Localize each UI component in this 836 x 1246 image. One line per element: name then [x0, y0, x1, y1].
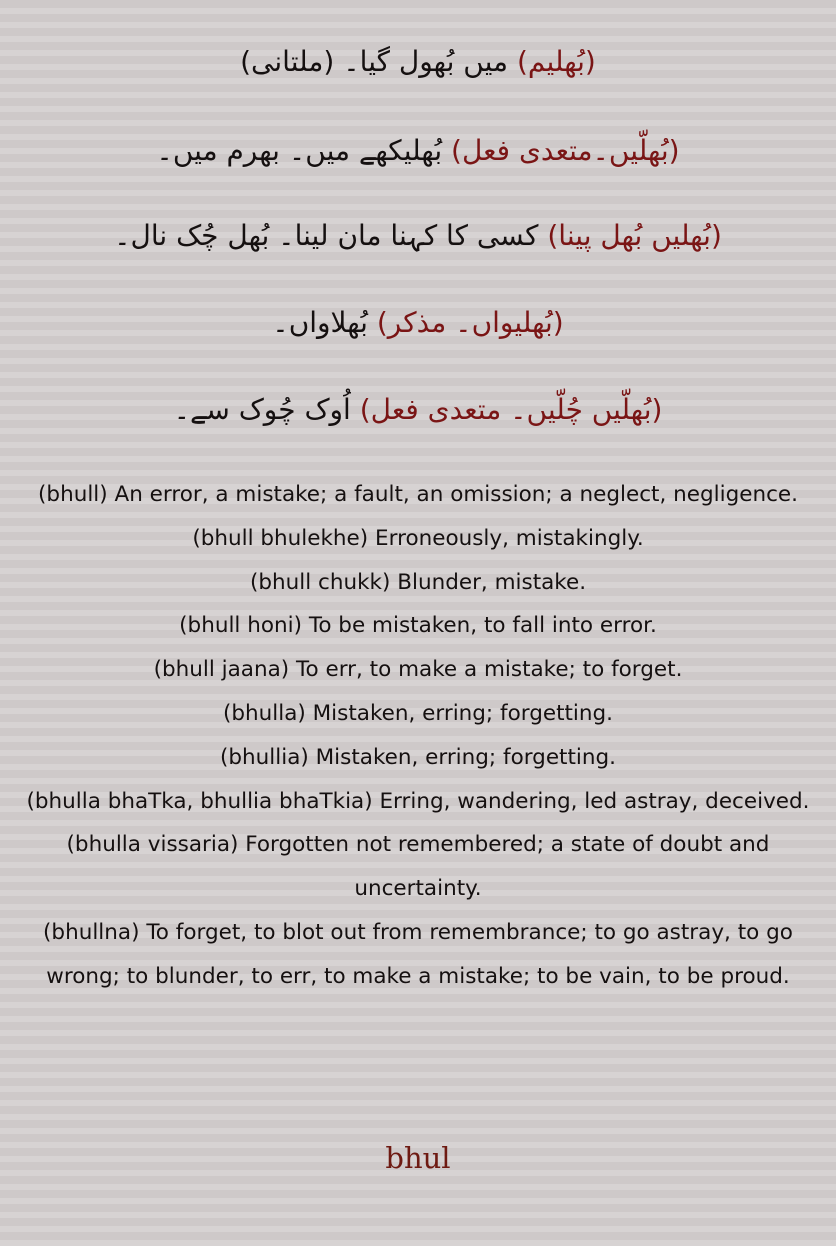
entry-term: (bhull jaana): [153, 657, 290, 683]
english-definitions: [14, 473, 822, 999]
entry: [14, 911, 822, 999]
urdu-headword: (بُھلّیں۔متعدی فعل): [451, 134, 680, 167]
entry-definition: An error, a mistake; a fault, an omission; a neglect, negligence.: [114, 482, 798, 507]
entry: [14, 823, 822, 911]
urdu-line-3: [0, 216, 836, 256]
urdu-line-2: [0, 131, 836, 171]
entry: [14, 604, 822, 648]
entry: [14, 561, 822, 605]
entry: [14, 473, 822, 517]
urdu-definition: بُھلاواں۔: [272, 306, 377, 339]
entry: [14, 736, 822, 780]
entry-definition: Erroneously, mistakingly.: [375, 525, 644, 551]
entry-term: (bhull honi): [179, 613, 302, 639]
entry: [14, 780, 822, 824]
entry-definition: Mistaken, erring; forgetting.: [312, 700, 614, 726]
urdu-headword: (بُھلیواں۔ مذکر): [376, 306, 564, 339]
entry: [14, 517, 822, 561]
urdu-headword: (بُھلیں بُھل پینا): [547, 219, 722, 252]
urdu-definition: کسی کا کہنا مان لینا۔ بُھل چُک نال۔: [114, 219, 548, 252]
urdu-line-4: [0, 303, 836, 343]
entry-term: (bhull chukk): [249, 569, 391, 595]
entry: [14, 692, 822, 736]
urdu-definition: اُوک چُوک سے۔: [173, 393, 360, 426]
entry-definition: Blunder, mistake.: [397, 569, 587, 595]
entry-definition: Forgotten not remembered; a state of doubt and uncertainty.: [245, 832, 770, 902]
entry-definition: Erring, wandering, led astray, deceived.: [379, 788, 810, 814]
urdu-definition: میں بُھول گیا۔ (ملتانی): [240, 45, 517, 78]
entry-term: (bhull bhulekhe): [192, 525, 369, 551]
entry-term: (bhullna): [43, 919, 140, 945]
entry-term: (bhulla bhaTka, bhullia bhaTkia): [26, 788, 373, 814]
urdu-headword: (بُھلّیں چُلّیں۔ متعدی فعل): [359, 393, 663, 426]
entry-term: (bhulla): [222, 700, 306, 726]
urdu-line-5: [0, 390, 836, 430]
urdu-headword: (بُھلیم): [516, 45, 596, 78]
entry-term: (bhull): [38, 482, 108, 507]
entry-term: (bhulla vissaria): [66, 832, 239, 858]
entry-definition: To forget, to blot out from remembrance; to go astray, to go wrong; to blunder, to err, to make a mistake; to be vain, to be proud.: [46, 919, 793, 989]
entry-definition: To err, to make a mistake; to forget.: [296, 657, 683, 683]
entry-definition: To be mistaken, to fall into error.: [308, 613, 657, 639]
urdu-definition: بُھلیکھے میں۔ بھرم میں۔: [156, 134, 452, 167]
entry: [14, 648, 822, 692]
urdu-line-1: [0, 42, 836, 82]
footer-link-word[interactable]: bhul: [385, 1141, 451, 1175]
entry-definition: Mistaken, erring; forgetting.: [315, 744, 617, 770]
entry-term: (bhullia): [219, 744, 309, 770]
